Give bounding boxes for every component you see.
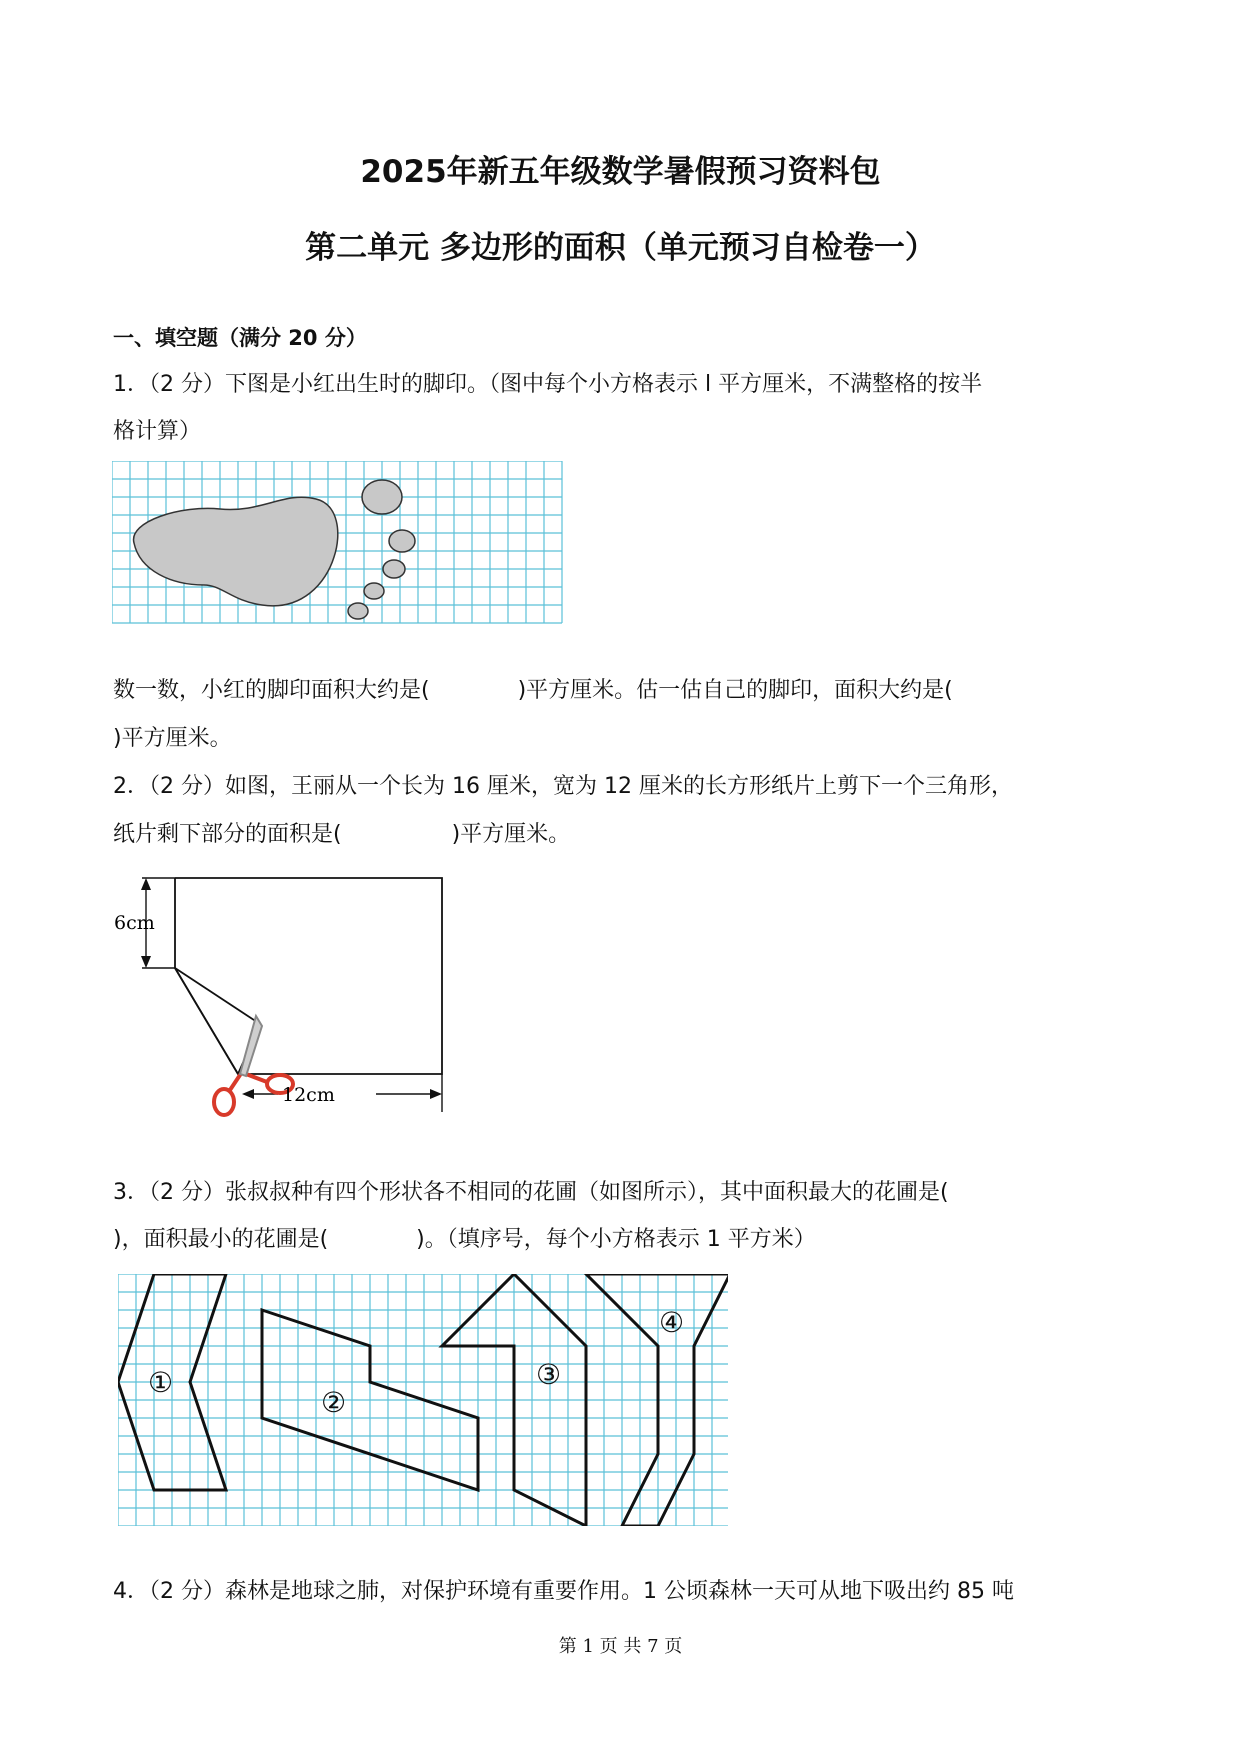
- flowerbed-label-2: ②: [321, 1386, 347, 1419]
- label-6cm: 6cm: [114, 912, 155, 934]
- page-footer: 第 1 页 共 7 页: [558, 1636, 683, 1657]
- question-3-text: 3．（2 分）张叔叔种有四个形状各不相同的花圃（如图所示），其中面积最大的花圃是(: [113, 1180, 949, 1205]
- question-2-text-cont: 纸片剩下部分的面积是( )平方厘米。: [113, 822, 571, 847]
- flowerbed-label-4: ④: [659, 1306, 685, 1339]
- flowerbed-label-3: ③: [536, 1358, 562, 1391]
- question-3-text-cont: )，面积最小的花圃是( )。（填序号，每个小方格表示 1 平方米）: [113, 1227, 816, 1252]
- section-heading: 一、填空题（满分 20 分）: [113, 326, 367, 350]
- question-1-blanks: 数一数，小红的脚印面积大约是( )平方厘米。估一估自己的脚印，面积大约是(: [113, 678, 953, 703]
- rectangle-outline: [175, 878, 442, 1074]
- footprint-figure: [112, 461, 567, 627]
- page-title: 2025年新五年级数学暑假预习资料包: [360, 154, 881, 190]
- page-subtitle: 第二单元 多边形的面积（单元预习自检卷一）: [305, 230, 936, 266]
- label-12cm: 12cm: [282, 1084, 335, 1106]
- question-4-text: 4．（2 分）森林是地球之肺，对保护环境有重要作用。1 公顷森林一天可从地下吸出约 85 吨: [113, 1579, 1014, 1604]
- flowerbeds-figure: [118, 1274, 728, 1526]
- question-1-text-cont: 格计算）: [113, 419, 202, 444]
- rectangle-cut-figure: [112, 866, 452, 1126]
- question-2-text: 2．（2 分）如图，王丽从一个长为 16 厘米，宽为 12 厘米的长方形纸片上剪下一个三角形，: [113, 774, 1013, 799]
- question-1-blanks-cont: )平方厘米。: [113, 726, 232, 751]
- flowerbed-label-1: ①: [148, 1366, 174, 1399]
- question-1-text: 1．（2 分）下图是小红出生时的脚印。（图中每个小方格表示 l 平方厘米，不满整格的按半: [113, 372, 983, 397]
